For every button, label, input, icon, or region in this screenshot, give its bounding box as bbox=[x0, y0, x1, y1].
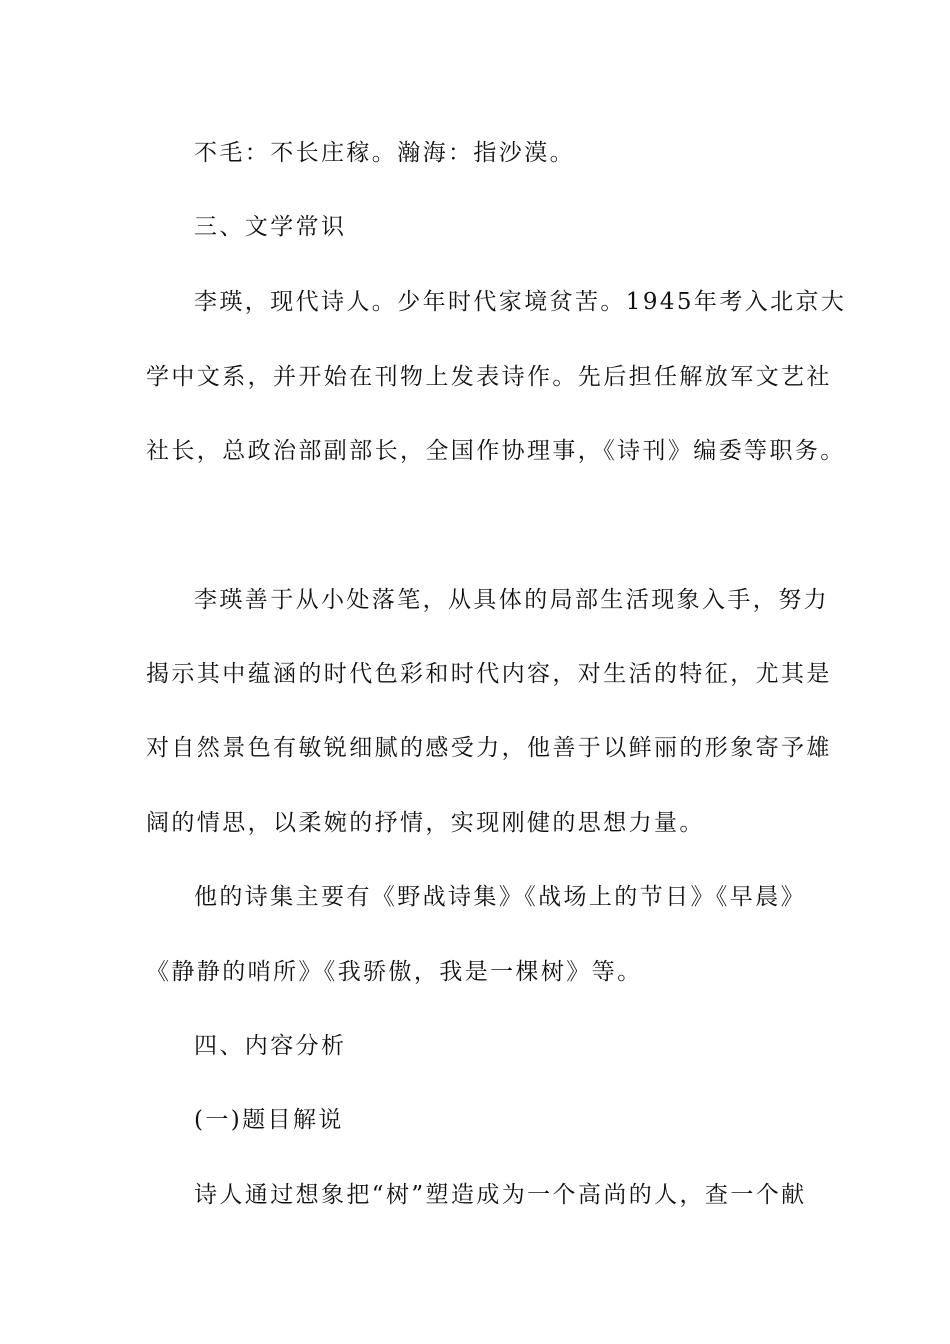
paragraph-line: 李瑛善于从小处落笔，从具体的局部生活现象入手，努力 bbox=[194, 587, 829, 613]
paragraph-line: 学中文系，并开始在刊物上发表诗作。先后担任解放军文艺社 bbox=[146, 364, 832, 390]
paragraph-line: 诗人通过想象把“树”塑造成为一个高尚的人，查一个献 bbox=[194, 1182, 807, 1208]
paragraph-line: 《静静的哨所》《我骄傲，我是一棵树》等。 bbox=[146, 959, 643, 985]
paragraph-line: 他的诗集主要有《野战诗集》《战场上的节日》《早晨》 bbox=[194, 884, 806, 910]
paragraph-line: 阔的情思，以柔婉的抒情，实现刚健的思想力量。 bbox=[146, 810, 705, 836]
annotation-line: 不毛：不长庄稼。瀚海：指沙漠。 bbox=[194, 140, 575, 166]
paragraph-line: 社长，总政治部副部长，全国作协理事，《诗刊》编委等职务。 bbox=[146, 438, 846, 464]
paragraph-line: 揭示其中蕴涵的时代色彩和时代内容，对生活的特征，尤其是 bbox=[146, 661, 832, 687]
subsection-heading-title-explanation: (一)题目解说 bbox=[194, 1107, 344, 1133]
paragraph-line: 李瑛，现代诗人。少年时代家境贫苦。1945年考入北京大 bbox=[194, 289, 847, 315]
section-heading-literary-knowledge: 三、文学常识 bbox=[194, 214, 347, 240]
paragraph-line: 对自然景色有敏锐细腻的感受力，他善于以鲜丽的形象寄予雄 bbox=[146, 735, 832, 761]
section-heading-content-analysis: 四、内容分析 bbox=[194, 1033, 347, 1059]
